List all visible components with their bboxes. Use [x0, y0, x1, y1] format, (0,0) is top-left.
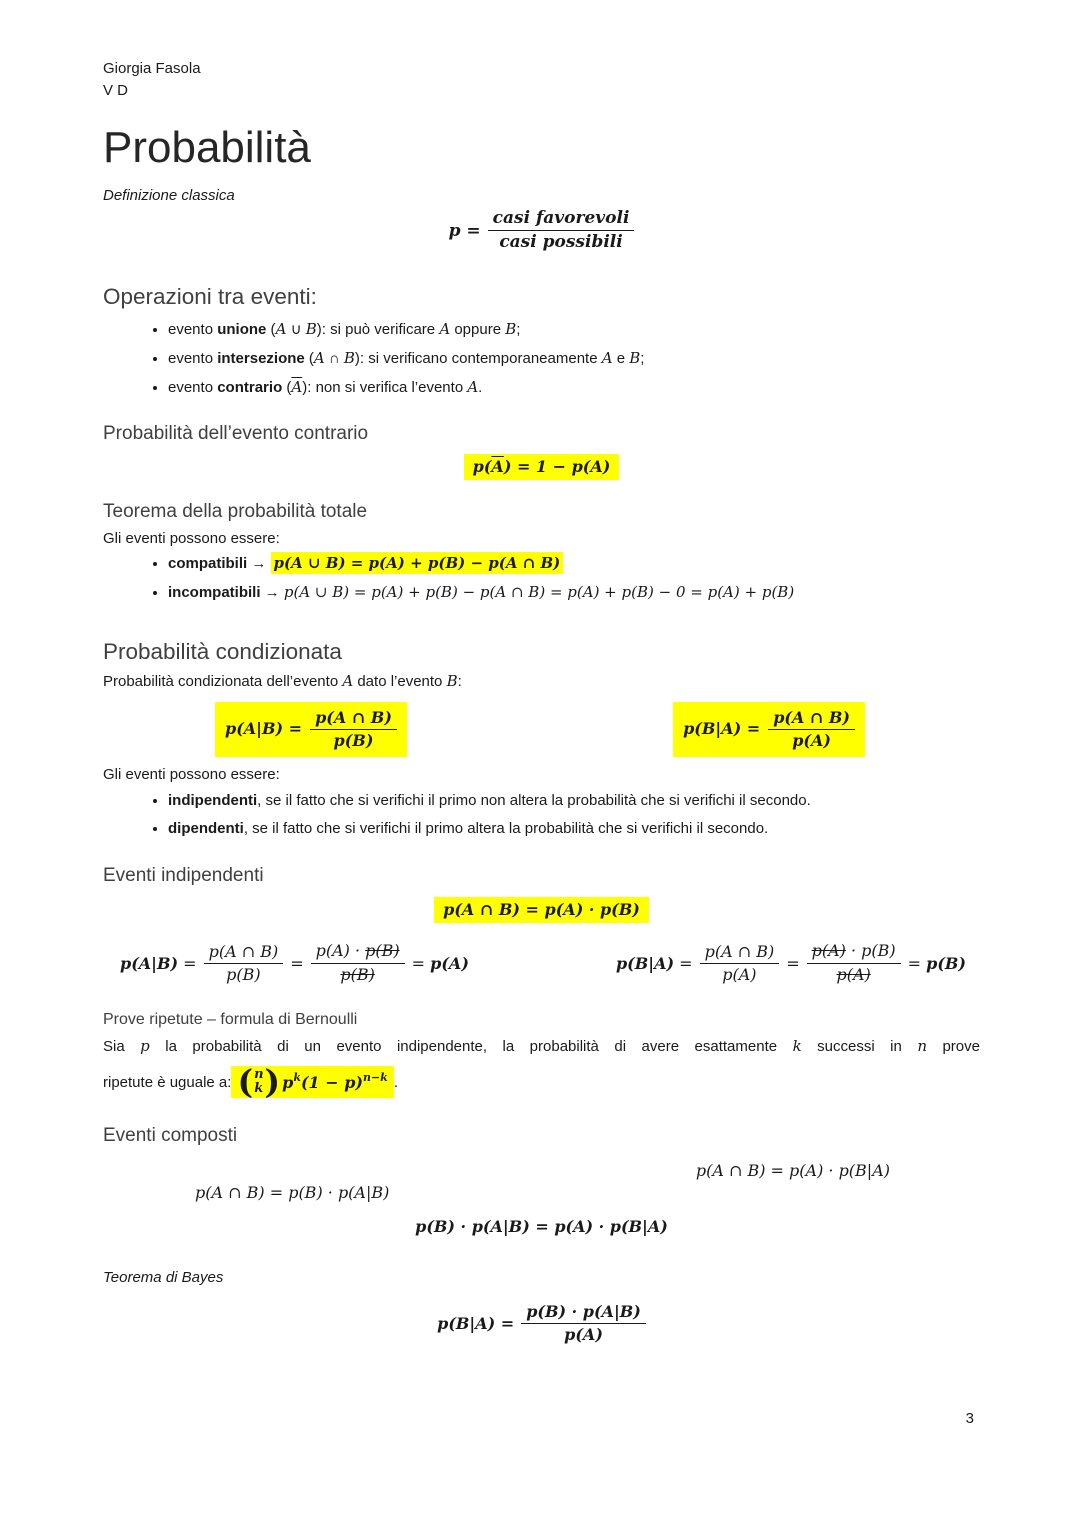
list-item-intersezione: • evento intersezione (A ∩ B): si verificano contemporaneamente A e B;	[168, 348, 980, 370]
formula-lhs: p(B|A) =	[683, 719, 761, 739]
bayes-formula	[437, 1302, 646, 1345]
section-composti-heading: Eventi composti	[103, 1125, 238, 1147]
section-contrario-heading: Probabilità dell’evento contrario	[103, 422, 369, 444]
fraction: $\frac{p(A \cap B)}{p(A)}$	[700, 942, 780, 985]
bayes-formula-wrap	[103, 1302, 980, 1345]
section-totale-heading: Teorema della probabilità totale	[103, 501, 368, 523]
indipendenti-main-formula: p(A ∩ B) = p(A) · p(B)	[434, 897, 649, 923]
bernoulli-text-line1: Sia p la probabilità di un evento indipendente, la probabilità di avere esattamente k successi in n prove	[103, 1037, 980, 1056]
fraction: $\frac{\text{casi favorevoli}}{\text{casi possibili}}$	[488, 208, 635, 254]
totale-intro: Gli eventi possono essere:	[103, 530, 280, 548]
formula-result: = p(B)	[907, 953, 966, 973]
bernoulli-prefix: ripetute è uguale a:	[103, 1073, 232, 1091]
formula-lhs: p(B|A) =	[615, 953, 693, 973]
formula-result: = p(A)	[411, 953, 469, 973]
page-title: Probabilità	[103, 122, 311, 172]
derivation-right	[616, 941, 966, 986]
formula-lhs: p(B|A) =	[437, 1313, 515, 1333]
condizionata-list	[103, 790, 980, 841]
list-item-unione: • evento unione (A ∪ B): si può verificare A oppure B;	[168, 319, 980, 341]
condizionata-intro2: Gli eventi possono essere:	[103, 765, 280, 783]
author-block	[103, 58, 980, 102]
fraction-cancelled: $\frac{p(A) \cdot p(B)}{p(A)}$	[807, 941, 901, 986]
formula-lhs: p =	[448, 220, 481, 241]
formula-lhs: p(A|B) =	[120, 953, 197, 973]
conditional-formula-right	[673, 702, 865, 757]
fraction: $\frac{p(A \cap B)}{p(A)}$	[768, 708, 855, 751]
bayes-label: Teorema di Bayes	[103, 1269, 224, 1287]
page-number: 3	[965, 1410, 974, 1427]
contrario-formula: $p(\overline{A}) = 1 - p(A)$	[464, 454, 620, 480]
fraction-cancelled: $\frac{p(A) \cdot p(B)}{p(B)}$	[311, 941, 405, 986]
condizionata-intro: Probabilità condizionata dell’evento A dato l’evento B:	[103, 671, 462, 690]
operazioni-list	[103, 319, 980, 398]
classic-definition-formula	[103, 208, 980, 254]
list-item-compatibili: • compatibili → p(A ∪ B) = p(A) + p(B) − p(A ∩ B)	[168, 553, 980, 575]
contrario-formula-wrap	[103, 454, 980, 480]
composti-formula-right: p(A ∩ B) = p(A) · p(B|A)	[695, 1161, 890, 1181]
paren-open: (	[237, 1061, 254, 1101]
classic-definition-label: Definizione classica	[103, 186, 235, 204]
binomial-k: k	[254, 1081, 264, 1097]
sentence-period: .	[393, 1073, 398, 1091]
bernoulli-formula	[231, 1061, 393, 1101]
author-class: V D	[103, 81, 129, 99]
formula-lhs: p(A|B) =	[225, 719, 303, 739]
fraction: $\frac{p(A \cap B)}{p(B)}$	[204, 942, 284, 985]
totale-list	[103, 553, 980, 604]
author-name: Giorgia Fasola	[103, 60, 201, 77]
fraction: $\frac{p(A \cap B)}{p(B)}$	[310, 708, 397, 751]
fraction: $\frac{p(B) \cdot p(A|B)}{p(A)}$	[521, 1302, 646, 1345]
list-item-contrario: • evento contrario $(\overline{A})$: non si verifica l’evento A.	[168, 377, 980, 399]
condizionata-formula-row	[103, 702, 980, 757]
binomial-n: n	[254, 1066, 264, 1082]
derivation-left	[120, 941, 469, 986]
list-item-indipendenti: • indipendenti, se il fatto che si verifichi il primo non altera la probabilità che si verifichi il secondo.	[168, 790, 980, 812]
composti-formula-center: p(B) · p(A|B) = p(A) · p(B|A)	[415, 1217, 668, 1237]
section-indipendenti-heading: Eventi indipendenti	[103, 865, 264, 887]
list-item-dipendenti: • dipendenti, se il fatto che si verifichi il primo altera la probabilità che si verifichi il secondo.	[168, 818, 980, 840]
section-condizionata-heading: Probabilità condizionata	[103, 638, 342, 664]
indipendenti-derivation-row	[103, 941, 980, 986]
equals-sign: =	[786, 954, 800, 974]
formula-body: $p^k(1 - p)^{n-k}$	[282, 1070, 388, 1092]
conditional-formula-left	[215, 702, 407, 757]
indipendenti-main-formula-wrap	[103, 897, 980, 923]
bernoulli-text-line2	[103, 1061, 980, 1101]
composti-formula-left: p(A ∩ B) = p(B) · p(A|B)	[195, 1183, 390, 1203]
paren-close: )	[264, 1061, 281, 1101]
list-item-incompatibili: • incompatibili → p(A ∪ B) = p(A) + p(B) − p(A ∩ B) = p(A) + p(B) − 0 = p(A) + p(B)	[168, 582, 980, 604]
binomial-coefficient	[237, 1061, 281, 1101]
section-bernoulli-heading: Prove ripetute – formula di Bernoulli	[103, 1011, 358, 1029]
section-operazioni-heading: Operazioni tra eventi:	[103, 284, 317, 310]
equals-sign: =	[290, 954, 304, 974]
